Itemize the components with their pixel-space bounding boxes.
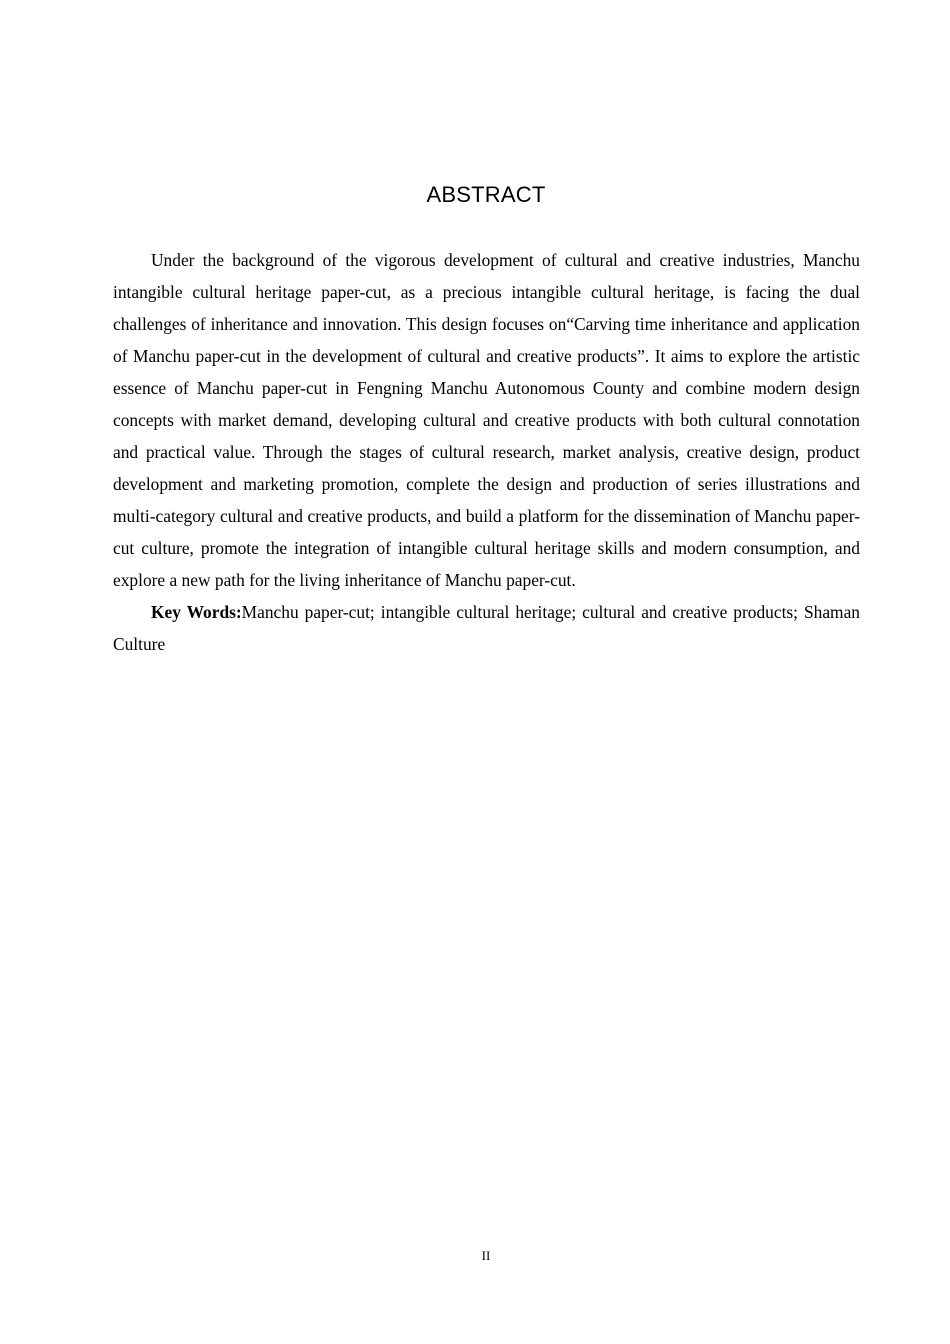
page-number: II	[481, 1248, 491, 1263]
keywords-label: Key Words:	[151, 602, 242, 622]
abstract-paragraph: Under the background of the vigorous development of cultural and creative industries, Manchu intangible cultural heritage paper-cut, as a precious intangible cultural heritage, is facing the dual challenges of inheritance and innovation. This design focuses on“Carving time inheritance and application of Manchu paper-cut in the development of cultural and creative products”. It aims to explore the artistic essence of Manchu paper-cut in Fengning Manchu Autonomous County and combine modern design concepts with market demand, developing cultural and creative products with both cultural connotation and practical value. Through the stages of cultural research, market analysis, creative design, product development and marketing promotion, complete the design and production of series illustrations and multi-category cultural and creative products, and build a platform for the dissemination of Manchu paper-cut culture, promote the integration of intangible cultural heritage skills and modern consumption, and explore a new path for the living inheritance of Manchu paper-cut.	[113, 250, 860, 590]
abstract-body	[113, 244, 860, 660]
abstract-heading: ABSTRACT	[426, 182, 546, 207]
keywords-paragraph	[113, 596, 860, 660]
keywords-text: Manchu paper-cut; intangible cultural heritage; cultural and creative products; Shaman Culture	[113, 602, 860, 654]
